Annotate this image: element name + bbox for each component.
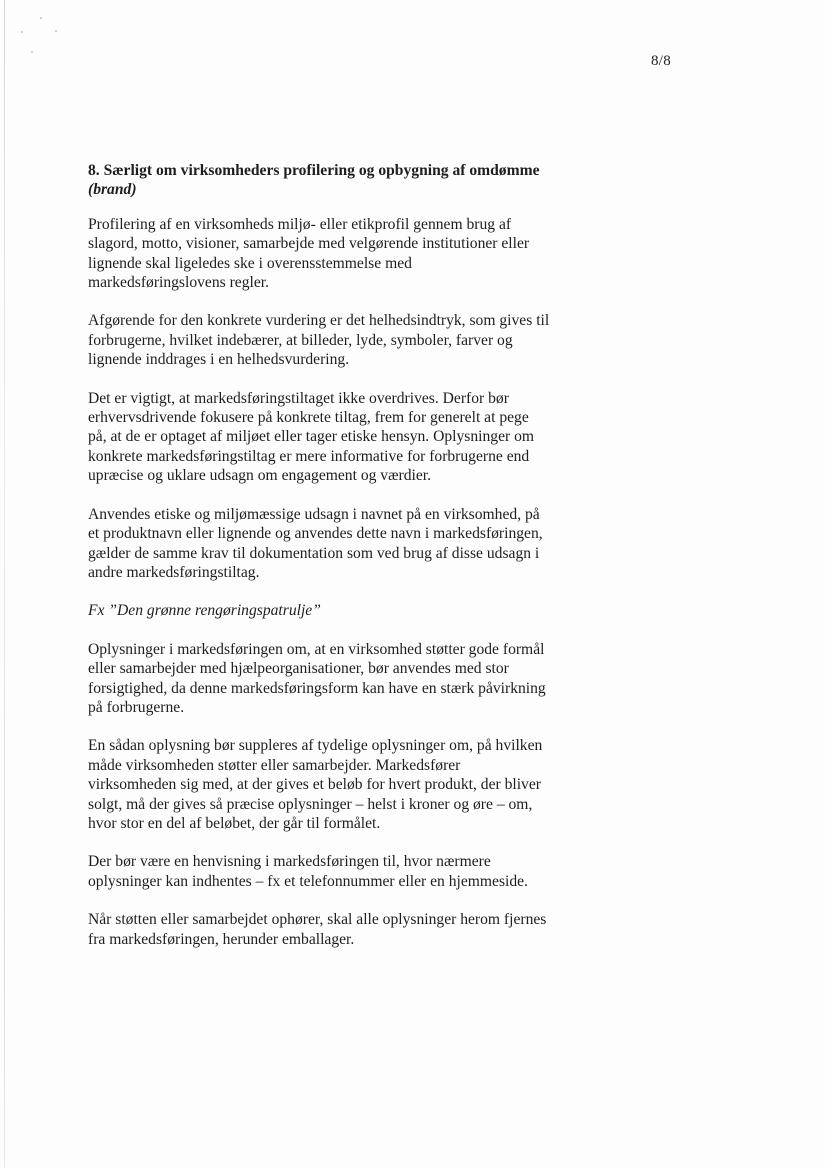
paragraph-line: Oplysninger i markedsføringen om, at en virksomhed støtter gode formål: [88, 640, 545, 658]
paragraph-line: erhvervsdrivende fokusere på konkrete tiltag, frem for generelt at pege: [88, 409, 529, 427]
scan-speck: [21, 31, 23, 33]
paragraph-line: Anvendes etiske og miljømæssige udsagn i navnet på en virksomhed, på: [88, 505, 540, 523]
paragraph-line: forbrugerne, hvilket indebærer, at billeder, lyde, symboler, farver og: [88, 331, 513, 349]
paragraph-line: solgt, må der gives så præcise oplysninger – helst i kroner og øre – om,: [88, 795, 533, 813]
paragraph-line: Det er vigtigt, at markedsføringstiltaget ikke overdrives. Derfor bør: [88, 389, 509, 407]
scan-speck: [31, 51, 33, 53]
paragraph-line: oplysninger kan indhentes – fx et telefonnummer eller en hjemmeside.: [88, 872, 528, 890]
paragraph: [88, 852, 588, 891]
paragraph-line: konkrete markedsføringstiltag er mere informative for forbrugerne end: [88, 447, 530, 465]
paragraph-line: et produktnavn eller lignende og anvendes dette navn i markedsføringen,: [88, 525, 543, 543]
paragraph: [88, 505, 588, 583]
paragraph: [88, 910, 588, 949]
paragraph: [88, 389, 588, 486]
paragraph: [88, 640, 588, 718]
document-body: [88, 161, 588, 968]
paragraph-line: fra markedsføringen, herunder emballager.: [88, 930, 355, 948]
paragraph-line: på forbrugerne.: [88, 698, 185, 716]
paragraph-line: forsigtighed, da denne markedsføringsform kan have en stærk påvirkning: [88, 679, 546, 697]
page-number: 8/8: [651, 53, 672, 69]
paragraph-line: hvor stor en del af beløbet, der går til formålet.: [88, 814, 381, 832]
scan-speck: [40, 17, 42, 19]
paragraph-line: Afgørende for den konkrete vurdering er det helhedsindtryk, som gives til: [88, 312, 550, 330]
paragraph-line: gælder de samme krav til dokumentation som ved brug af disse udsagn i: [88, 544, 540, 562]
paragraph-line: markedsføringslovens regler.: [88, 274, 270, 292]
paragraph-line: måde virksomheden støtter eller samarbejder. Markedsfører: [88, 756, 461, 774]
section-heading: [88, 161, 588, 200]
paragraph-line: Når støtten eller samarbejdet ophører, skal alle oplysninger herom fjernes: [88, 911, 547, 929]
paragraph: [88, 215, 588, 293]
paragraph-line: slagord, motto, visioner, samarbejde med velgørende institutioner eller: [88, 235, 530, 253]
paragraph-line: på, at de er optaget af miljøet eller tager etiske hensyn. Oplysninger om: [88, 428, 535, 446]
scan-edge: [4, 0, 5, 1168]
paragraph-line: lignende skal ligeledes ske i overensstemmelse med: [88, 254, 412, 272]
paragraph-line: andre markedsføringstiltag.: [88, 563, 260, 581]
paragraph-line: Profilering af en virksomheds miljø- eller etikprofil gennem brug af: [88, 215, 512, 233]
example-line: Fx ”Den grønne rengøringspatrulje”: [88, 602, 321, 620]
paragraph-line: upræcise og uklare udsagn om engagement og værdier.: [88, 467, 431, 485]
heading-line: 8. Særligt om virksomheders profilering og opbygning af omdømme: [88, 162, 540, 179]
scan-speck: [55, 30, 57, 32]
paragraph: [88, 736, 588, 833]
paragraph-line: lignende inddrages i en helhedsvurdering.: [88, 351, 350, 369]
paragraph-line: Der bør være en henvisning i markedsføringen til, hvor nærmere: [88, 853, 491, 871]
heading-line: (brand): [88, 181, 137, 199]
paragraph-line: eller samarbejder med hjælpeorganisationer, bør anvendes med stor: [88, 660, 509, 678]
paragraph-line: En sådan oplysning bør suppleres af tydelige oplysninger om, på hvilken: [88, 737, 543, 755]
paragraph: [88, 311, 588, 369]
paragraph-line: virksomheden sig med, at der gives et beløb for hvert produkt, der bliver: [88, 776, 541, 794]
